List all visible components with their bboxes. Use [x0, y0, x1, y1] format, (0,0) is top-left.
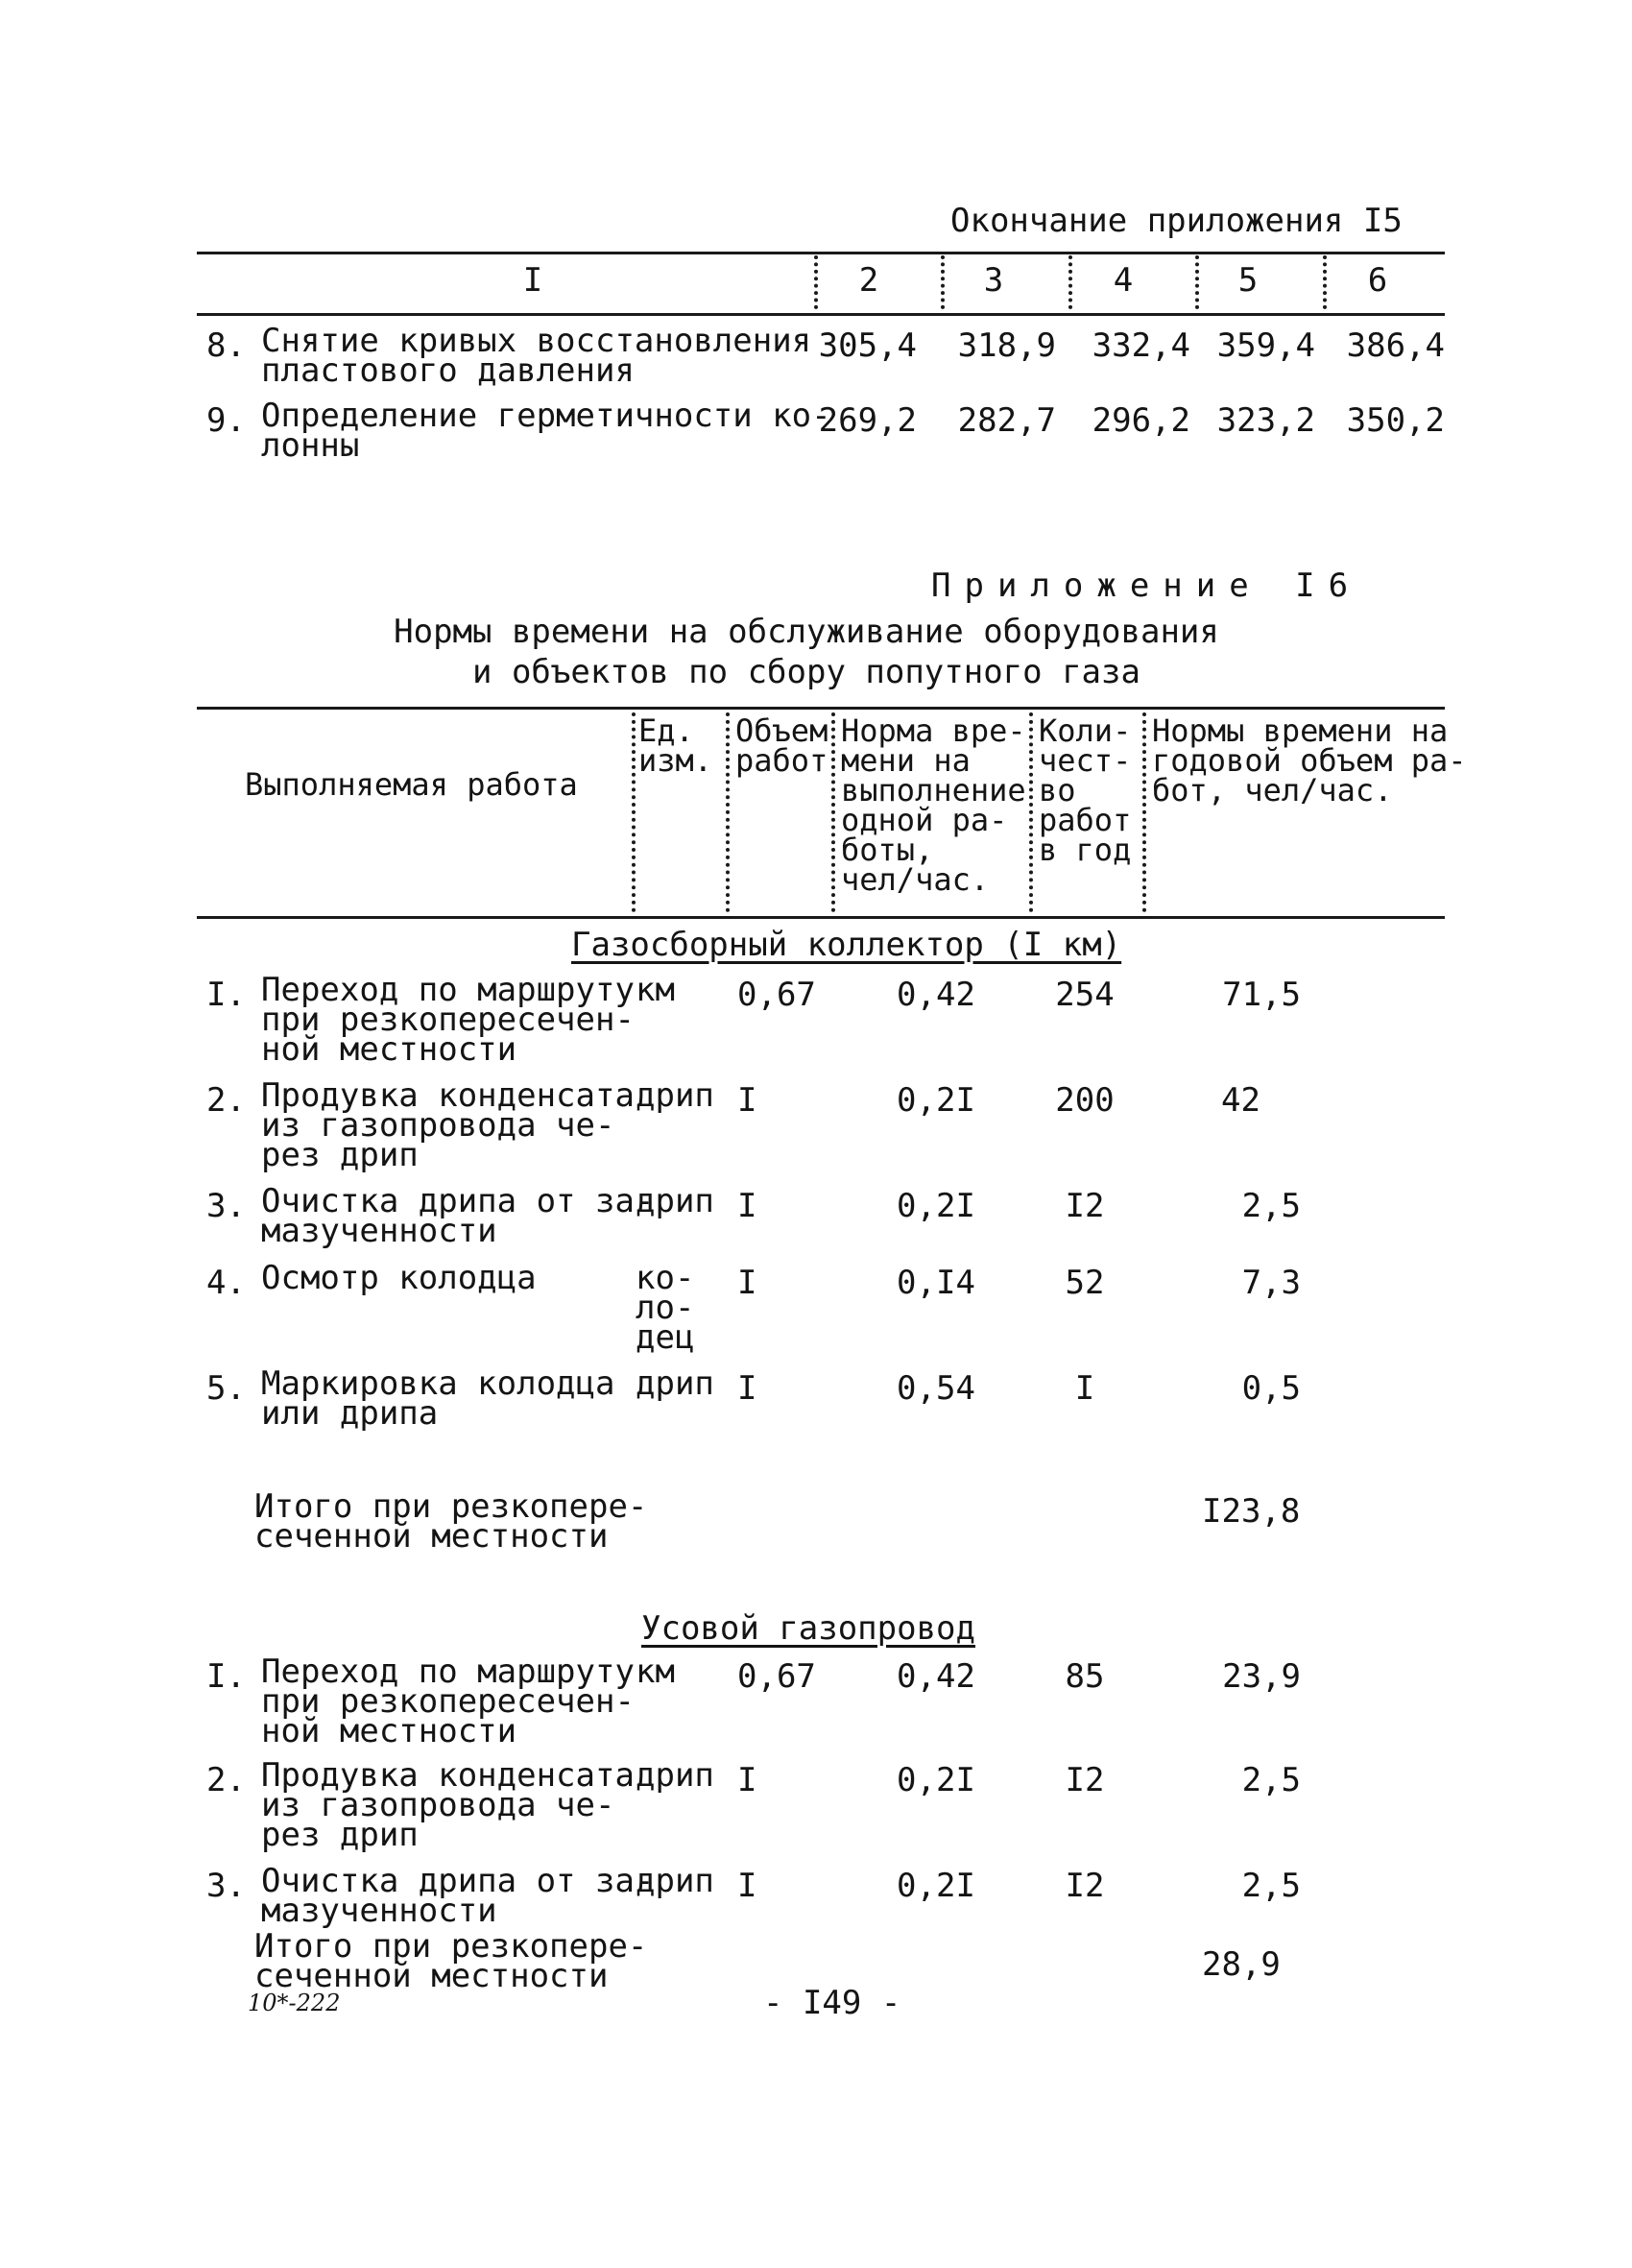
section-total-value: I23,8 [1202, 1492, 1301, 1531]
row-value: 386,4 [1346, 326, 1445, 365]
row-count: 85 [1065, 1657, 1105, 1696]
col-separator [1029, 712, 1033, 912]
row-norm: 0,I4 [897, 1264, 975, 1302]
row-number: 5. [206, 1369, 246, 1408]
col-separator [831, 712, 835, 912]
row-volume: I [737, 1187, 757, 1225]
section-title: Газосборный коллектор (I км) [571, 926, 1122, 964]
row-description: Продувка конденсата из газопровода че- рез дрип [261, 1756, 635, 1854]
row-count: 254 [1055, 976, 1115, 1014]
page-number: - I49 - [763, 1984, 901, 2022]
header-norm-one: Норма вре- мени на выполнение одной ра- боты, чел/час. [841, 712, 1026, 898]
col-separator [726, 712, 730, 912]
row-number: 9. [206, 401, 246, 440]
col-header-6: 6 [1367, 261, 1388, 300]
row-norm: 0,2I [897, 1081, 975, 1120]
col-separator [814, 255, 818, 309]
row-value: 269,2 [818, 401, 917, 440]
header-unit: Ед. изм. [638, 712, 713, 779]
appendix-16-title-line2: и объектов по сбору попутного газа [472, 653, 1140, 691]
row-volume: I [737, 1081, 757, 1120]
row-total: 71,5 [1222, 976, 1301, 1014]
row-value: 305,4 [818, 326, 917, 365]
row-volume: 0,67 [737, 976, 816, 1014]
header-norm-year: Нормы времени на годовой объем ра- бот, чел/час. [1152, 712, 1467, 808]
col-separator [1195, 255, 1199, 309]
row-unit: дрип [636, 1182, 714, 1220]
section-total-label: Итого при резкопере- сеченной местности [254, 1927, 648, 1995]
row-total: 23,9 [1222, 1657, 1301, 1696]
row-count: 52 [1065, 1264, 1105, 1302]
section-total-value: 28,9 [1202, 1945, 1281, 1984]
row-number: I. [206, 976, 246, 1014]
row-number: 2. [206, 1761, 246, 1799]
row-description: Осмотр колодца [261, 1259, 537, 1297]
row-norm: 0,54 [897, 1369, 975, 1408]
row-description: Определение герметичности ко- лонны [261, 397, 831, 465]
appendix-16-title-line1: Нормы времени на обслуживание оборудования [394, 613, 1219, 651]
row-value: 318,9 [957, 326, 1056, 365]
row-total: 2,5 [1241, 1867, 1301, 1905]
section-title: Усовой газопровод [641, 1609, 975, 1648]
col-separator [1142, 712, 1146, 912]
row-norm: 0,2I [897, 1867, 975, 1905]
row-unit: дрип [636, 1076, 714, 1115]
col-separator [1323, 255, 1327, 309]
row-total: 2,5 [1241, 1187, 1301, 1225]
header-count: Коли- чест- во работ в год [1039, 712, 1132, 868]
row-number: 3. [206, 1867, 246, 1905]
row-number: 3. [206, 1187, 246, 1225]
handwritten-code: 10*-222 [248, 1990, 341, 2016]
row-count: I2 [1065, 1867, 1105, 1905]
row-volume: I [737, 1264, 757, 1302]
row-value: 296,2 [1092, 401, 1190, 440]
row-description: Переход по маршруту при резкопересечен- ной местности [261, 971, 635, 1069]
row-count: I [1074, 1369, 1095, 1408]
row-count: I2 [1065, 1761, 1105, 1799]
row-total: 0,5 [1241, 1369, 1301, 1408]
row-unit: дрип [636, 1756, 714, 1795]
col-header-3: 3 [983, 261, 1004, 300]
row-norm: 0,42 [897, 1657, 975, 1696]
col-header-2: 2 [858, 261, 879, 300]
row-volume: 0,67 [737, 1657, 816, 1696]
appendix-15-end-title: Окончание приложения I5 [950, 202, 1403, 240]
header-volume: Объем работ [735, 712, 828, 779]
row-norm: 0,42 [897, 976, 975, 1014]
row-unit: км [636, 971, 675, 1009]
col-header-1: I [522, 261, 543, 300]
header-bottom-rule [197, 916, 1445, 919]
col-header-4: 4 [1113, 261, 1134, 300]
row-description: Переход по маршруту при резкопересечен- ной местности [261, 1653, 635, 1750]
row-value: 359,4 [1216, 326, 1315, 365]
row-value: 332,4 [1092, 326, 1190, 365]
row-description: Продувка конденсата из газопровода че- рез дрип [261, 1076, 635, 1174]
row-total: 7,3 [1241, 1264, 1301, 1302]
col-header-5: 5 [1237, 261, 1259, 300]
row-total: 42 [1221, 1081, 1260, 1120]
row-description: Очистка дрипа от за- мазученности [261, 1182, 655, 1250]
row-count: I2 [1065, 1187, 1105, 1225]
row-norm: 0,2I [897, 1187, 975, 1225]
row-value: 282,7 [957, 401, 1056, 440]
row-number: 2. [206, 1081, 246, 1120]
row-description: Снятие кривых восстановления пластового давления [261, 322, 812, 390]
row-description: Маркировка колодца или дрипа [261, 1364, 615, 1433]
header-work: Выполняемая работа [245, 766, 578, 803]
table-top-rule [197, 252, 1445, 254]
row-number: 8. [206, 326, 246, 365]
row-volume: I [737, 1761, 757, 1799]
row-description: Очистка дрипа от за- мазученности [261, 1862, 655, 1930]
col-separator [1068, 255, 1072, 309]
appendix-16-label: Приложение I6 [931, 567, 1362, 605]
header-bottom-rule [197, 313, 1445, 316]
row-unit: км [636, 1653, 675, 1691]
row-unit: дрип [636, 1862, 714, 1900]
row-number: 4. [206, 1264, 246, 1302]
row-unit: дрип [636, 1364, 714, 1403]
row-volume: I [737, 1369, 757, 1408]
col-separator [941, 255, 945, 309]
row-value: 350,2 [1346, 401, 1445, 440]
row-number: I. [206, 1657, 246, 1696]
col-separator [632, 712, 636, 912]
row-value: 323,2 [1216, 401, 1315, 440]
table-top-rule [197, 707, 1445, 710]
row-volume: I [737, 1867, 757, 1905]
row-unit: ко- ло- дец [636, 1259, 695, 1357]
row-norm: 0,2I [897, 1761, 975, 1799]
row-total: 2,5 [1241, 1761, 1301, 1799]
row-count: 200 [1055, 1081, 1115, 1120]
section-total-label: Итого при резкопере- сеченной местности [254, 1487, 648, 1556]
